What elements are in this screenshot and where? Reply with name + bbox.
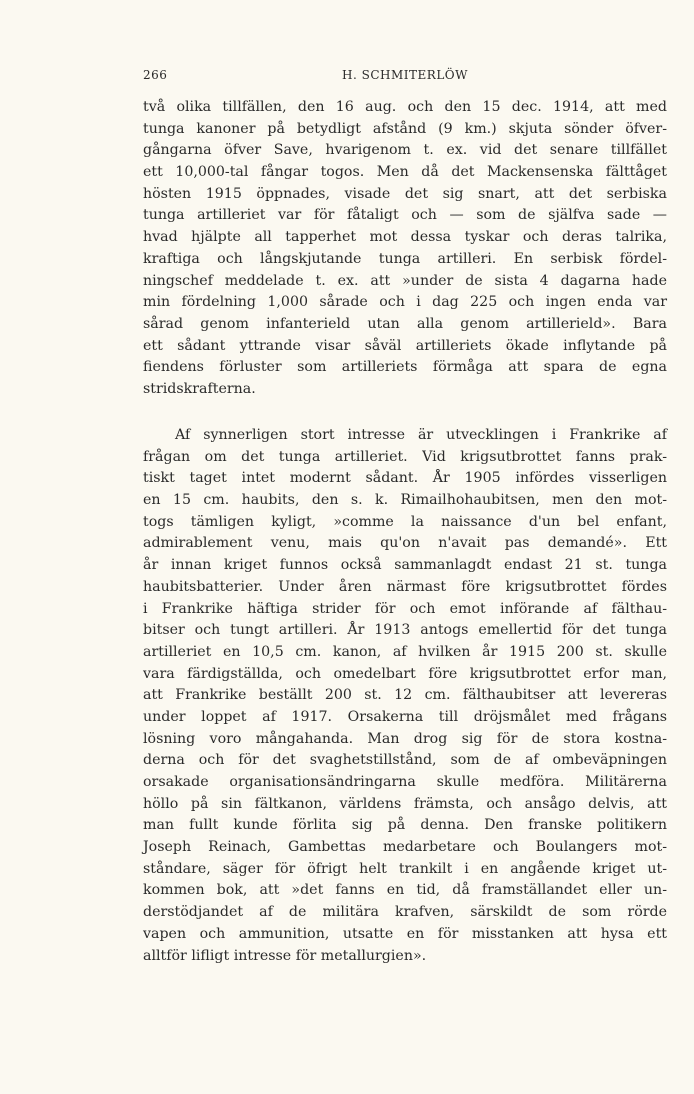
text-line: två olika tillfällen, den 16 aug. och den 15 dec. 1914, att med <box>143 99 667 115</box>
text-line: ståndare, säger för öfrigt helt trankilt i en angående kriget ut- <box>143 860 667 877</box>
text-line: ett sådant yttrande visar såväl artilleriets ökade inflytande på <box>143 337 667 354</box>
text-line: kraftiga och långskjutande tunga artilleri. En serbisk fördel- <box>143 250 667 267</box>
text-line: kommen bok, att »det fanns en tid, då framställandet eller un- <box>143 882 667 899</box>
text-line: att Frankrike beställt 200 st. 12 cm. fälthaubitser att levereras <box>143 687 667 704</box>
text-line: sårad genom infanterield utan alla genom artillerield». Bara <box>143 315 667 332</box>
text-line: artilleriet en 10,5 cm. kanon, af hvilken år 1915 200 st. skulle <box>143 643 667 660</box>
text-line: i Frankrike häftiga strider för och emot införande af fälthau- <box>143 600 667 617</box>
paragraph-2 <box>143 425 667 967</box>
text-line: orsakade organisationsändringarna skulle medföra. Militärerna <box>143 774 667 790</box>
text-line: haubitsbatterier. Under åren närmast före krigsutbrottet fördes <box>143 578 667 595</box>
text-line: bitser och tungt artilleri. År 1913 antogs emellertid för det tunga <box>143 622 667 639</box>
text-line: höllo på sin fältkanon, världens främsta, och ansågo delvis, att <box>143 795 667 812</box>
text-line: under loppet af 1917. Orsakerna till dröjsmålet med frågans <box>143 708 667 725</box>
text-line: fiendens förluster som artilleriets förmåga att spara de egna <box>143 359 667 376</box>
text-line: gångarna öfver Save, hvarigenom t. ex. vid det senare tillfället <box>143 142 667 159</box>
text-line: min fördelning 1,000 sårade och i dag 225 och ingen enda var <box>143 294 667 311</box>
text-line: en 15 cm. haubits, den s. k. Rimailhohaubitsen, men den mot- <box>143 492 667 509</box>
text-line: stridskrafterna. <box>143 380 256 397</box>
text-line: man fullt kunde förlita sig på denna. Den franske politikern <box>143 817 667 834</box>
text-line: vapen och ammunition, utsatte en för misstanken att hysa ett <box>143 925 667 942</box>
text-line: alltför lifligt intresse för metallurgien». <box>143 947 427 964</box>
text-line: tunga kanoner på betydligt afstånd (9 km.) skjuta sönder öfver- <box>143 120 667 137</box>
running-title: H. SCHMITERLÖW <box>342 68 468 82</box>
text-line: tunga artilleriet var för fåtaligt och — som de själfva sade — <box>143 207 667 224</box>
text-line: admirablement venu, mais qu'on n'avait pas demandé». Ett <box>143 535 667 552</box>
text-line: derna och för det svaghetstillstånd, som de af ombeväpningen <box>143 752 667 769</box>
text-line: frågan om det tunga artilleriet. Vid krigsutbrottet fanns prak- <box>143 448 667 465</box>
text-line: hvad hjälpte all tapperhet mot dessa tyskar och deras talrika, <box>143 229 667 246</box>
text-line: Af synnerligen stort intresse är utvecklingen i Frankrike af <box>175 427 667 443</box>
text-line: tiskt taget intet modernt sådant. År 1905 infördes visserligen <box>143 470 667 487</box>
text-line: derstödjandet af de militära krafven, särskildt de som rörde <box>143 904 667 921</box>
text-line: lösning voro mångahanda. Man drog sig för de stora kostna- <box>143 730 667 747</box>
text-line: år innan kriget funnos också sammanlagdt endast 21 st. tunga <box>143 557 667 574</box>
text-line: vara färdigställda, och omedelbart före krigsutbrottet erfor man, <box>143 665 667 682</box>
text-line: togs tämligen kyligt, »comme la naissance d'un bel enfant, <box>143 513 667 530</box>
text-line: ningschef meddelade t. ex. att »under de sista 4 dagarna hade <box>143 272 667 289</box>
paragraph-1 <box>143 97 667 401</box>
text-line: Joseph Reinach, Gambettas medarbetare och Boulangers mot- <box>143 839 667 856</box>
page-header <box>143 68 667 88</box>
page-number: 266 <box>143 68 168 82</box>
text-line: ett 10,000-tal fångar togos. Men då det Mackensenska fälttåget <box>143 164 667 181</box>
text-line: hösten 1915 öppnades, visade det sig snart, att det serbiska <box>143 185 667 202</box>
